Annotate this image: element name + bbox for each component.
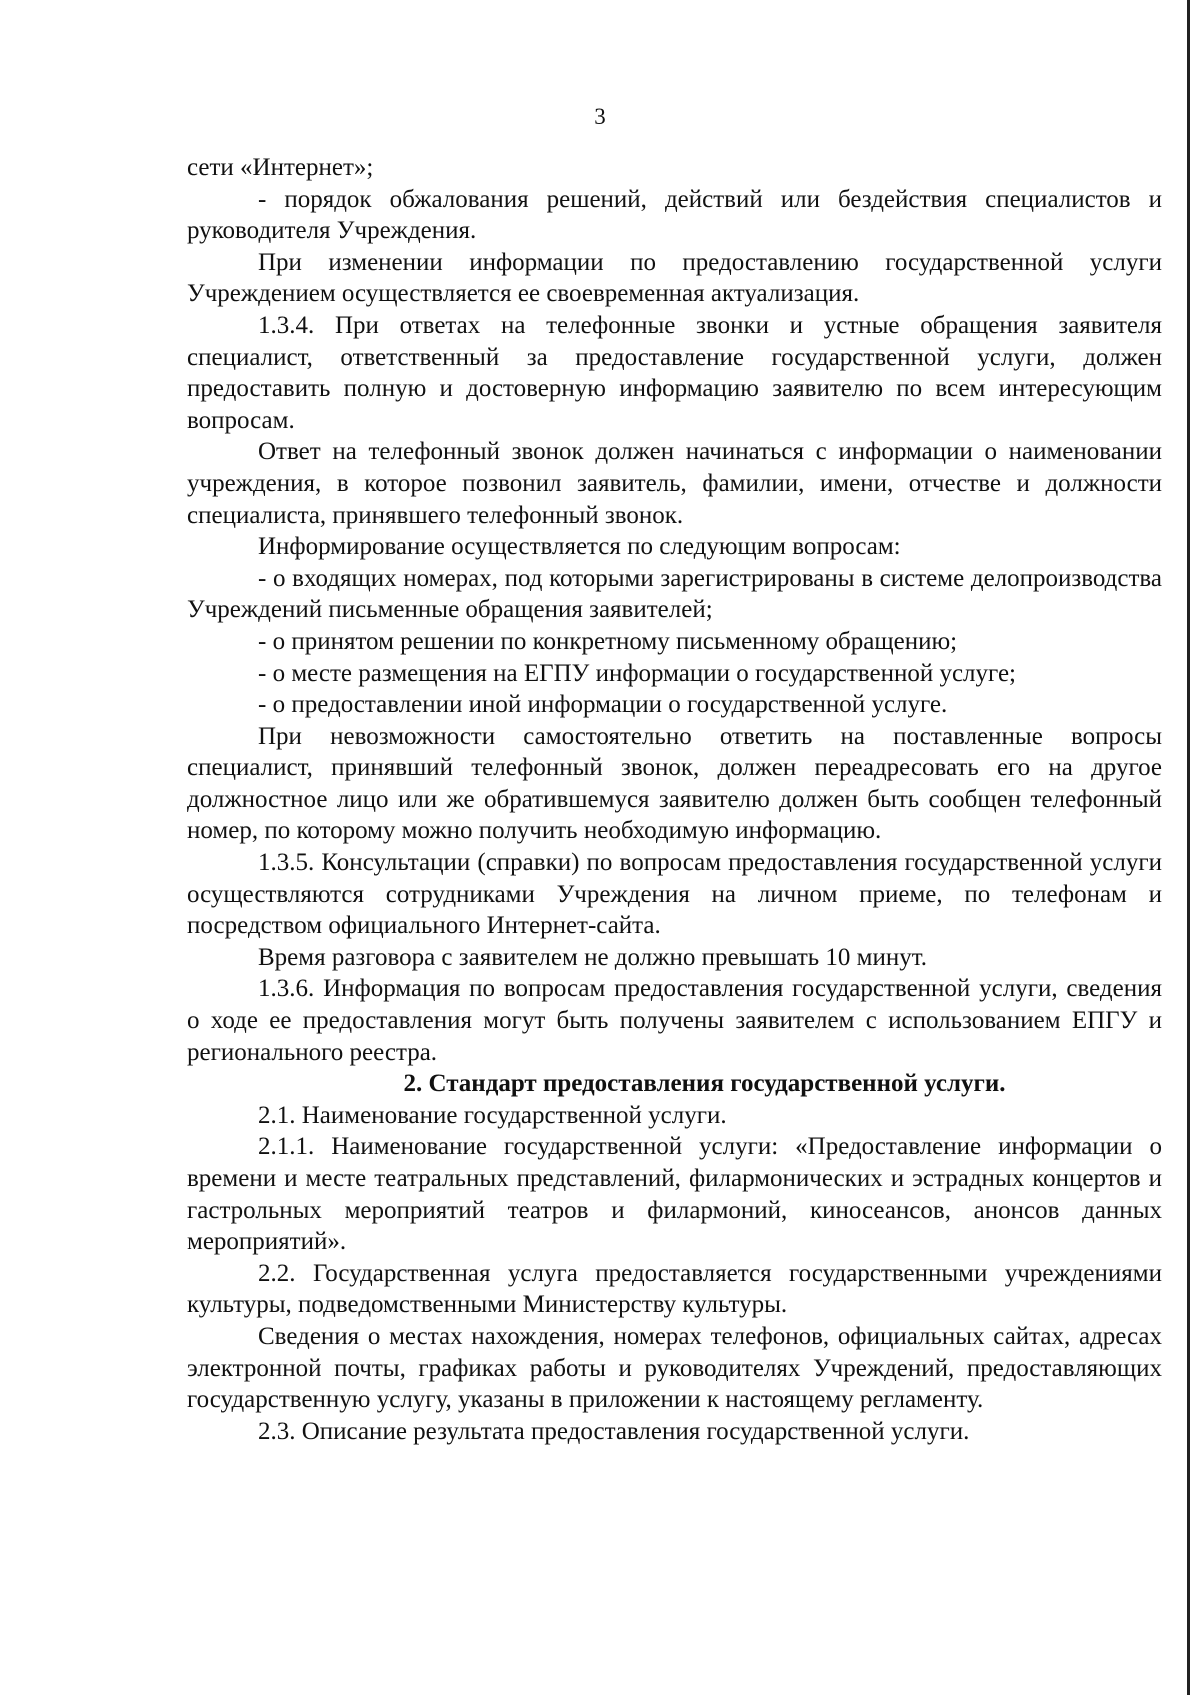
paragraph: - порядок обжалования решений, действий или бездействия специалистов и руководителя Учреждения.: [187, 185, 1162, 245]
paragraph: 2.1. Наименование государственной услуги.: [258, 1101, 727, 1129]
list-item: - о входящих номерах, под которыми зарегистрированы в системе делопроизводства Учреждений письменные обращения заявителей;: [187, 564, 1162, 624]
paragraph: Ответ на телефонный звонок должен начинаться с информации о наименовании учреждения, в которое позвонил заявитель, фамилии, имени, отчестве и должности специалиста, принявшего телефонный звонок.: [187, 438, 1162, 529]
paragraph: Информирование осуществляется по следующим вопросам:: [258, 533, 901, 561]
paragraph: При невозможности самостоятельно ответить на поставленные вопросы специалист, принявший телефонный звонок, должен переадресовать его на другое должностное лицо или же обратившемуся заявителю должен быть сообщен телефонный номер, по которому можно получить необходимую информацию.: [187, 722, 1162, 845]
list-item: - о принятом решении по конкретному письменному обращению;: [258, 627, 958, 655]
paragraph: 2.2. Государственная услуга предоставляется государственными учреждениями культуры, подведомственными Министерству культуры.: [187, 1259, 1162, 1319]
list-item: - о месте размещения на ЕГПУ информации о государственной услуге;: [258, 659, 1016, 687]
paragraph: 1.3.6. Информация по вопросам предоставления государственной услуги, сведения о ходе ее предоставления могут быть получены заявителем с использованием ЕПГУ и регионального реестра.: [187, 975, 1162, 1066]
paragraph: При изменении информации по предоставлению государственной услуги Учреждением осуществляется ее своевременная актуализация.: [187, 248, 1162, 308]
paragraph: Сведения о местах нахождения, номерах телефонов, официальных сайтах, адресах электронной почты, графиках работы и руководителях Учреждений, предоставляющих государственную услугу, указаны в приложении к настоящему регламенту.: [187, 1322, 1162, 1414]
paragraph: 2.1.1. Наименование государственной услуги: «Предоставление информации о времени и месте театральных представлений, филармонических и эстрадных концертов и гастрольных мероприятий театров и филармоний, киносеансов, анонсов данных мероприятий».: [187, 1133, 1162, 1256]
paragraph: 2.3. Описание результата предоставления государственной услуги.: [258, 1417, 970, 1445]
list-item: - о предоставлении иной информации о государственной услуге.: [258, 691, 948, 719]
document-body: [187, 152, 1162, 1447]
paragraph: 1.3.5. Консультации (справки) по вопросам предоставления государственной услуги осуществляются сотрудниками Учреждения на личном приеме, по телефонам и посредством официального Интернет-сайта.: [187, 849, 1162, 940]
section-heading: 2. Стандарт предоставления государственной услуги.: [403, 1070, 1006, 1098]
paragraph: Время разговора с заявителем не должно превышать 10 минут.: [258, 943, 928, 971]
paragraph: сети «Интернет»;: [187, 154, 374, 181]
page-number: 3: [594, 104, 606, 129]
scan-edge-line: [1187, 0, 1190, 1695]
paragraph: 1.3.4. При ответах на телефонные звонки и устные обращения заявителя специалист, ответственный за предоставление государственной услуги, должен предоставить полную и достоверную информацию заявителю по всем интересующим вопросам.: [187, 311, 1162, 434]
